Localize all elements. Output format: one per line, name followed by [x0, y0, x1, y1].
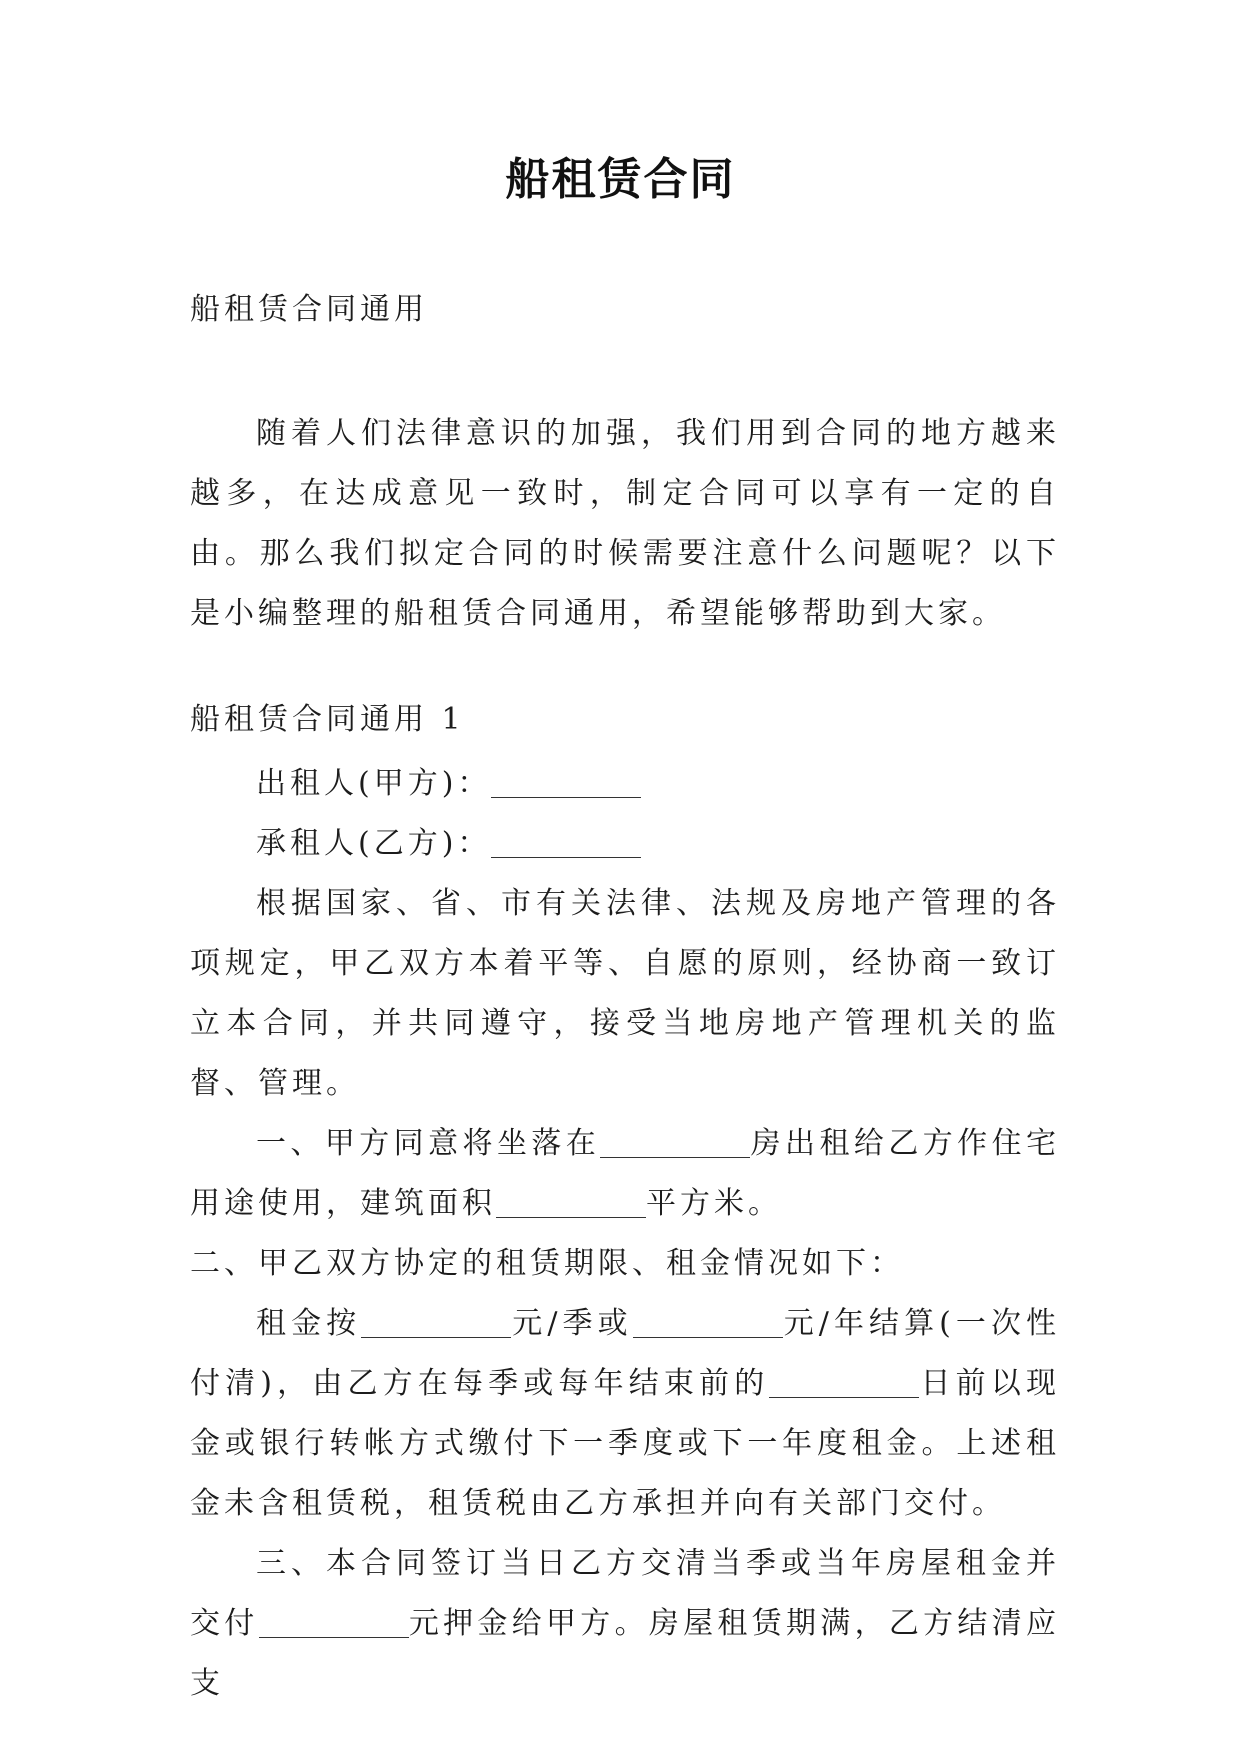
clause-2-text-b: 元/季或: [511, 1306, 633, 1341]
lessor-label: 出租人(甲方)：: [256, 766, 492, 801]
lessee-label: 承租人(乙方)：: [256, 826, 492, 861]
clause-1-text-c: 平方米。: [646, 1186, 782, 1221]
lessee-line: [190, 814, 1060, 874]
clause-2-heading: 二、甲乙双方协定的租赁期限、租金情况如下：: [190, 1246, 904, 1281]
clause-3-text-b: 元押金给甲方。房屋租赁期满，乙方结清应支: [190, 1606, 1061, 1701]
section-heading: 船租赁合同通用 1: [190, 702, 465, 737]
clause-1-text-a: 一、甲方同意将坐落在: [256, 1126, 601, 1161]
annual-rent-blank: [633, 1307, 783, 1338]
clause-3: [190, 1534, 1060, 1714]
document-subtitle: 船租赁合同通用: [190, 292, 428, 327]
area-blank: [496, 1187, 646, 1218]
payment-day-blank: [769, 1367, 919, 1398]
clause-2-text-d: 日前以现金或银行转帐方式缴付下一季度或下一年度租金。上述租金未含租赁税，租赁税由乙方承担并向有关部门交付。: [190, 1366, 1060, 1521]
clause-1: [190, 1114, 1060, 1234]
location-blank: [600, 1127, 750, 1158]
clause-2-text-a: 租金按: [256, 1306, 362, 1341]
clause-1-text-b: 房出租给乙方作住宅用途使用，建筑面积: [190, 1126, 1061, 1221]
lessee-blank: [491, 827, 641, 858]
clause-2-rent: [190, 1294, 1060, 1534]
lessor-line: [190, 754, 1060, 814]
intro-paragraph: 随着人们法律意识的加强，我们用到合同的地方越来越多，在达成意见一致时，制定合同可以享有一定的自由。那么我们拟定合同的时候需要注意什么问题呢？以下是小编整理的船租赁合同通用，希望能够帮助到大家。: [190, 416, 1060, 631]
clause-3-text-a: 三、本合同签订当日乙方交清当季或当年房屋租金并交付: [190, 1546, 1060, 1641]
document-title: 船租赁合同: [505, 154, 736, 205]
clause-2-text-c: 元/年结算(一次性付清)，由乙方在每季或每年结束前的: [190, 1306, 1061, 1401]
deposit-blank: [259, 1607, 409, 1638]
preamble-paragraph: 根据国家、省、市有关法律、法规及房地产管理的各项规定，甲乙双方本着平等、自愿的原则，经协商一致订立本合同，并共同遵守，接受当地房地产管理机关的监督、管理。: [190, 886, 1060, 1101]
lessor-blank: [491, 767, 641, 798]
contract-body: [190, 754, 1060, 1714]
quarterly-rent-blank: [361, 1307, 511, 1338]
